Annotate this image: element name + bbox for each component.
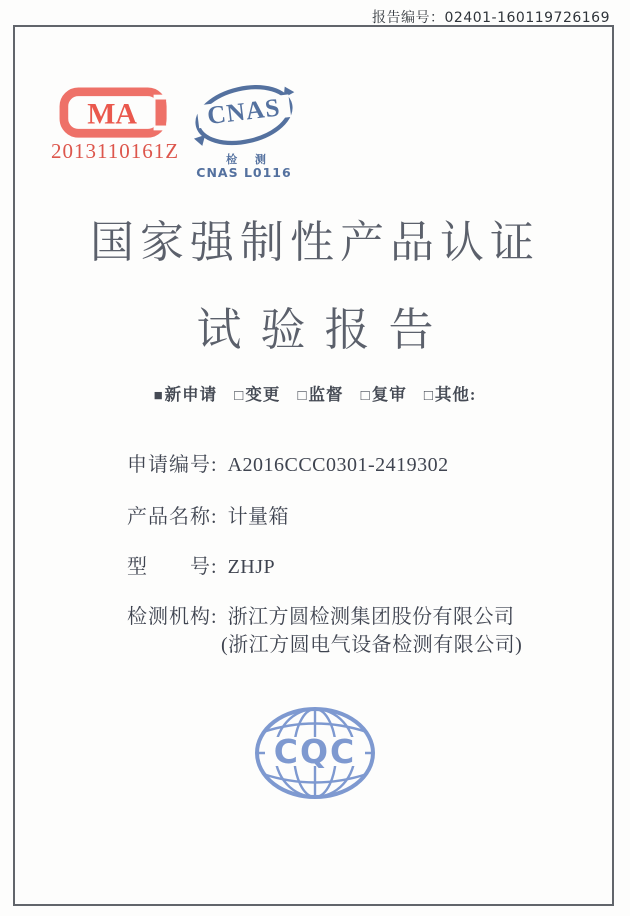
checkbox-empty-icon: □ bbox=[297, 388, 308, 404]
cqc-logo-icon bbox=[252, 703, 378, 803]
checkbox-label: 复审 bbox=[371, 385, 407, 404]
cma-mark-text: MA bbox=[87, 97, 137, 131]
checkbox-label: 新申请 bbox=[164, 385, 218, 404]
cqc-mark-text: CQC bbox=[273, 732, 357, 771]
field-value: 浙江方圆检测集团股份有限公司 bbox=[227, 606, 515, 628]
checkbox-new-application bbox=[154, 385, 218, 404]
checkbox-change bbox=[234, 385, 280, 404]
checkbox-empty-icon: □ bbox=[423, 388, 434, 404]
report-number-label: 报告编号： bbox=[372, 10, 445, 26]
cnas-caption-jiance: 检 测 bbox=[226, 153, 273, 166]
field-product-name bbox=[127, 500, 289, 529]
field-testing-organization-line2: (浙江方圆电气设备检测有限公司) bbox=[221, 634, 523, 656]
field-value: 计量箱 bbox=[227, 506, 290, 528]
checkbox-filled-icon: ■ bbox=[153, 388, 164, 404]
field-model-number bbox=[127, 550, 275, 579]
cma-logo-icon bbox=[57, 86, 173, 140]
document-title-line2: 试验报告 bbox=[196, 305, 453, 355]
field-value: A2016CCC0301-2419302 bbox=[227, 454, 449, 476]
field-label: 检测机构: bbox=[127, 606, 218, 628]
checkbox-other bbox=[424, 385, 477, 404]
checkbox-label: 其他: bbox=[434, 385, 477, 404]
cnas-accreditation-code: CNAS L0116 bbox=[196, 165, 292, 180]
field-application-number bbox=[127, 448, 449, 477]
report-number bbox=[372, 7, 610, 27]
checkbox-empty-icon: □ bbox=[360, 388, 371, 404]
cma-cert-number: 2013110161Z bbox=[50, 139, 180, 163]
field-testing-organization bbox=[127, 600, 515, 629]
checkbox-empty-icon: □ bbox=[234, 388, 245, 404]
field-label: 型 号: bbox=[127, 556, 218, 578]
checkbox-review bbox=[361, 385, 407, 404]
report-number-value: 02401-160119726169 bbox=[444, 10, 610, 26]
document-title-line1: 国家强制性产品认证 bbox=[90, 218, 540, 267]
field-value: ZHJP bbox=[227, 556, 276, 578]
checkbox-label: 监督 bbox=[308, 385, 344, 404]
field-label: 产品名称: bbox=[127, 506, 218, 528]
application-type-row bbox=[0, 381, 630, 405]
checkbox-label: 变更 bbox=[245, 385, 281, 404]
field-label: 申请编号: bbox=[127, 454, 218, 476]
cnas-logo-icon bbox=[192, 79, 296, 153]
checkbox-supervision bbox=[297, 385, 343, 404]
cnas-mark-text: CNAS bbox=[205, 92, 282, 131]
